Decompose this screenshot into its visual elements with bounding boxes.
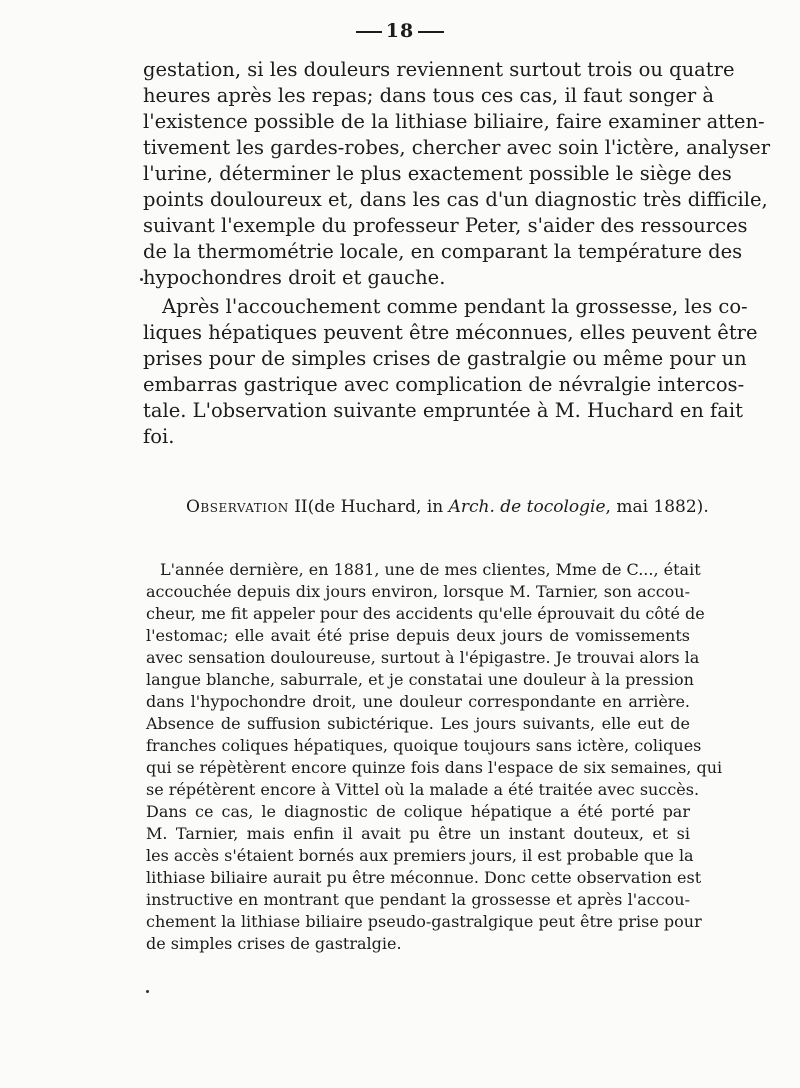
observation-line: instructive en montrant que pendant la grossesse et après l'accou- [146, 890, 690, 909]
text-line: Après l'accouchement comme pendant la grossesse, les co- [162, 295, 748, 318]
observation-label: Observation [186, 497, 289, 517]
observation-line: qui se répètèrent encore quinze fois dans l'espace de six semaines, qui [146, 758, 723, 777]
print-speck [140, 278, 143, 281]
text-line: prises pour de simples crises de gastralgie ou même pour un [143, 347, 747, 370]
text-line: gestation, si les douleurs reviennent surtout trois ou quatre [143, 58, 735, 81]
observation-journal: Arch. de tocologie [448, 497, 606, 517]
observation-heading [186, 497, 709, 517]
observation-line: accouchée depuis dix jours environ, lorsque M. Tarnier, son accou- [146, 582, 690, 601]
observation-line: chement la lithiase biliaire pseudo-gastralgique peut être prise pour [146, 912, 702, 931]
text-line: tale. L'observation suivante empruntée à M. Huchard en fait [143, 399, 743, 422]
observation-line: Absence de suffusion subictérique. Les jours suivants, elle eut de [146, 714, 690, 733]
observation-line: de simples crises de gastralgie. [146, 934, 402, 953]
observation-line: se répétèrent encore à Vittel où la malade a été traitée avec succès. [146, 780, 700, 799]
observation-line: cheur, me fit appeler pour des accidents qu'elle éprouvait du côté de [146, 604, 705, 623]
observation-line: langue blanche, saburrale, et je constatai une douleur à la pression [146, 670, 694, 689]
text-line: embarras gastrique avec complication de névralgie intercos- [143, 373, 745, 396]
observation-line: lithiase biliaire aurait pu être méconnue. Donc cette observation est [146, 868, 702, 887]
observation-date: , mai 1882). [605, 497, 709, 517]
observation-number: II [294, 497, 308, 517]
page-number: 18 [0, 20, 800, 42]
observation-line: franches coliques hépatiques, quoique toujours sans ictère, coliques [146, 736, 702, 755]
observation-line: dans l'hypochondre droit, une douleur correspondante en arrière. [146, 692, 690, 711]
text-line: liques hépatiques peuvent être méconnues, elles peuvent être [143, 321, 758, 344]
text-line: foi. [143, 425, 175, 448]
observation-line: L'année dernière, en 1881, une de mes clientes, Mme de C..., était [160, 560, 701, 579]
text-line: l'urine, déterminer le plus exactement possible le siège des [143, 162, 732, 185]
observation-line: l'estomac; elle avait été prise depuis deux jours de vomissements [146, 626, 690, 645]
text-line: points douloureux et, dans les cas d'un diagnostic très difficile, [143, 188, 768, 211]
observation-line: avec sensation douloureuse, surtout à l'épigastre. Je trouvai alors la [146, 648, 700, 667]
print-speck [146, 990, 149, 993]
observation-line: Dans ce cas, le diagnostic de colique hépatique a été porté par [146, 802, 690, 821]
text-line: tivement les gardes-robes, chercher avec soin l'ictère, analyser [143, 136, 771, 159]
text-line: suivant l'exemple du professeur Peter, s'aider des ressources [143, 214, 748, 237]
text-line: heures après les repas; dans tous ces cas, il faut songer à [143, 84, 715, 107]
observation-line: les accès s'étaient bornés aux premiers jours, il est probable que la [146, 846, 694, 865]
text-line: l'existence possible de la lithiase biliaire, faire examiner atten- [143, 110, 765, 133]
text-line: hypochondres droit et gauche. [143, 266, 446, 289]
observation-line: M. Tarnier, mais enfin il avait pu être un instant douteux, et si [146, 824, 690, 843]
observation-source-prefix: (de Huchard, in [307, 497, 449, 517]
text-line: de la thermométrie locale, en comparant la température des [143, 240, 743, 263]
